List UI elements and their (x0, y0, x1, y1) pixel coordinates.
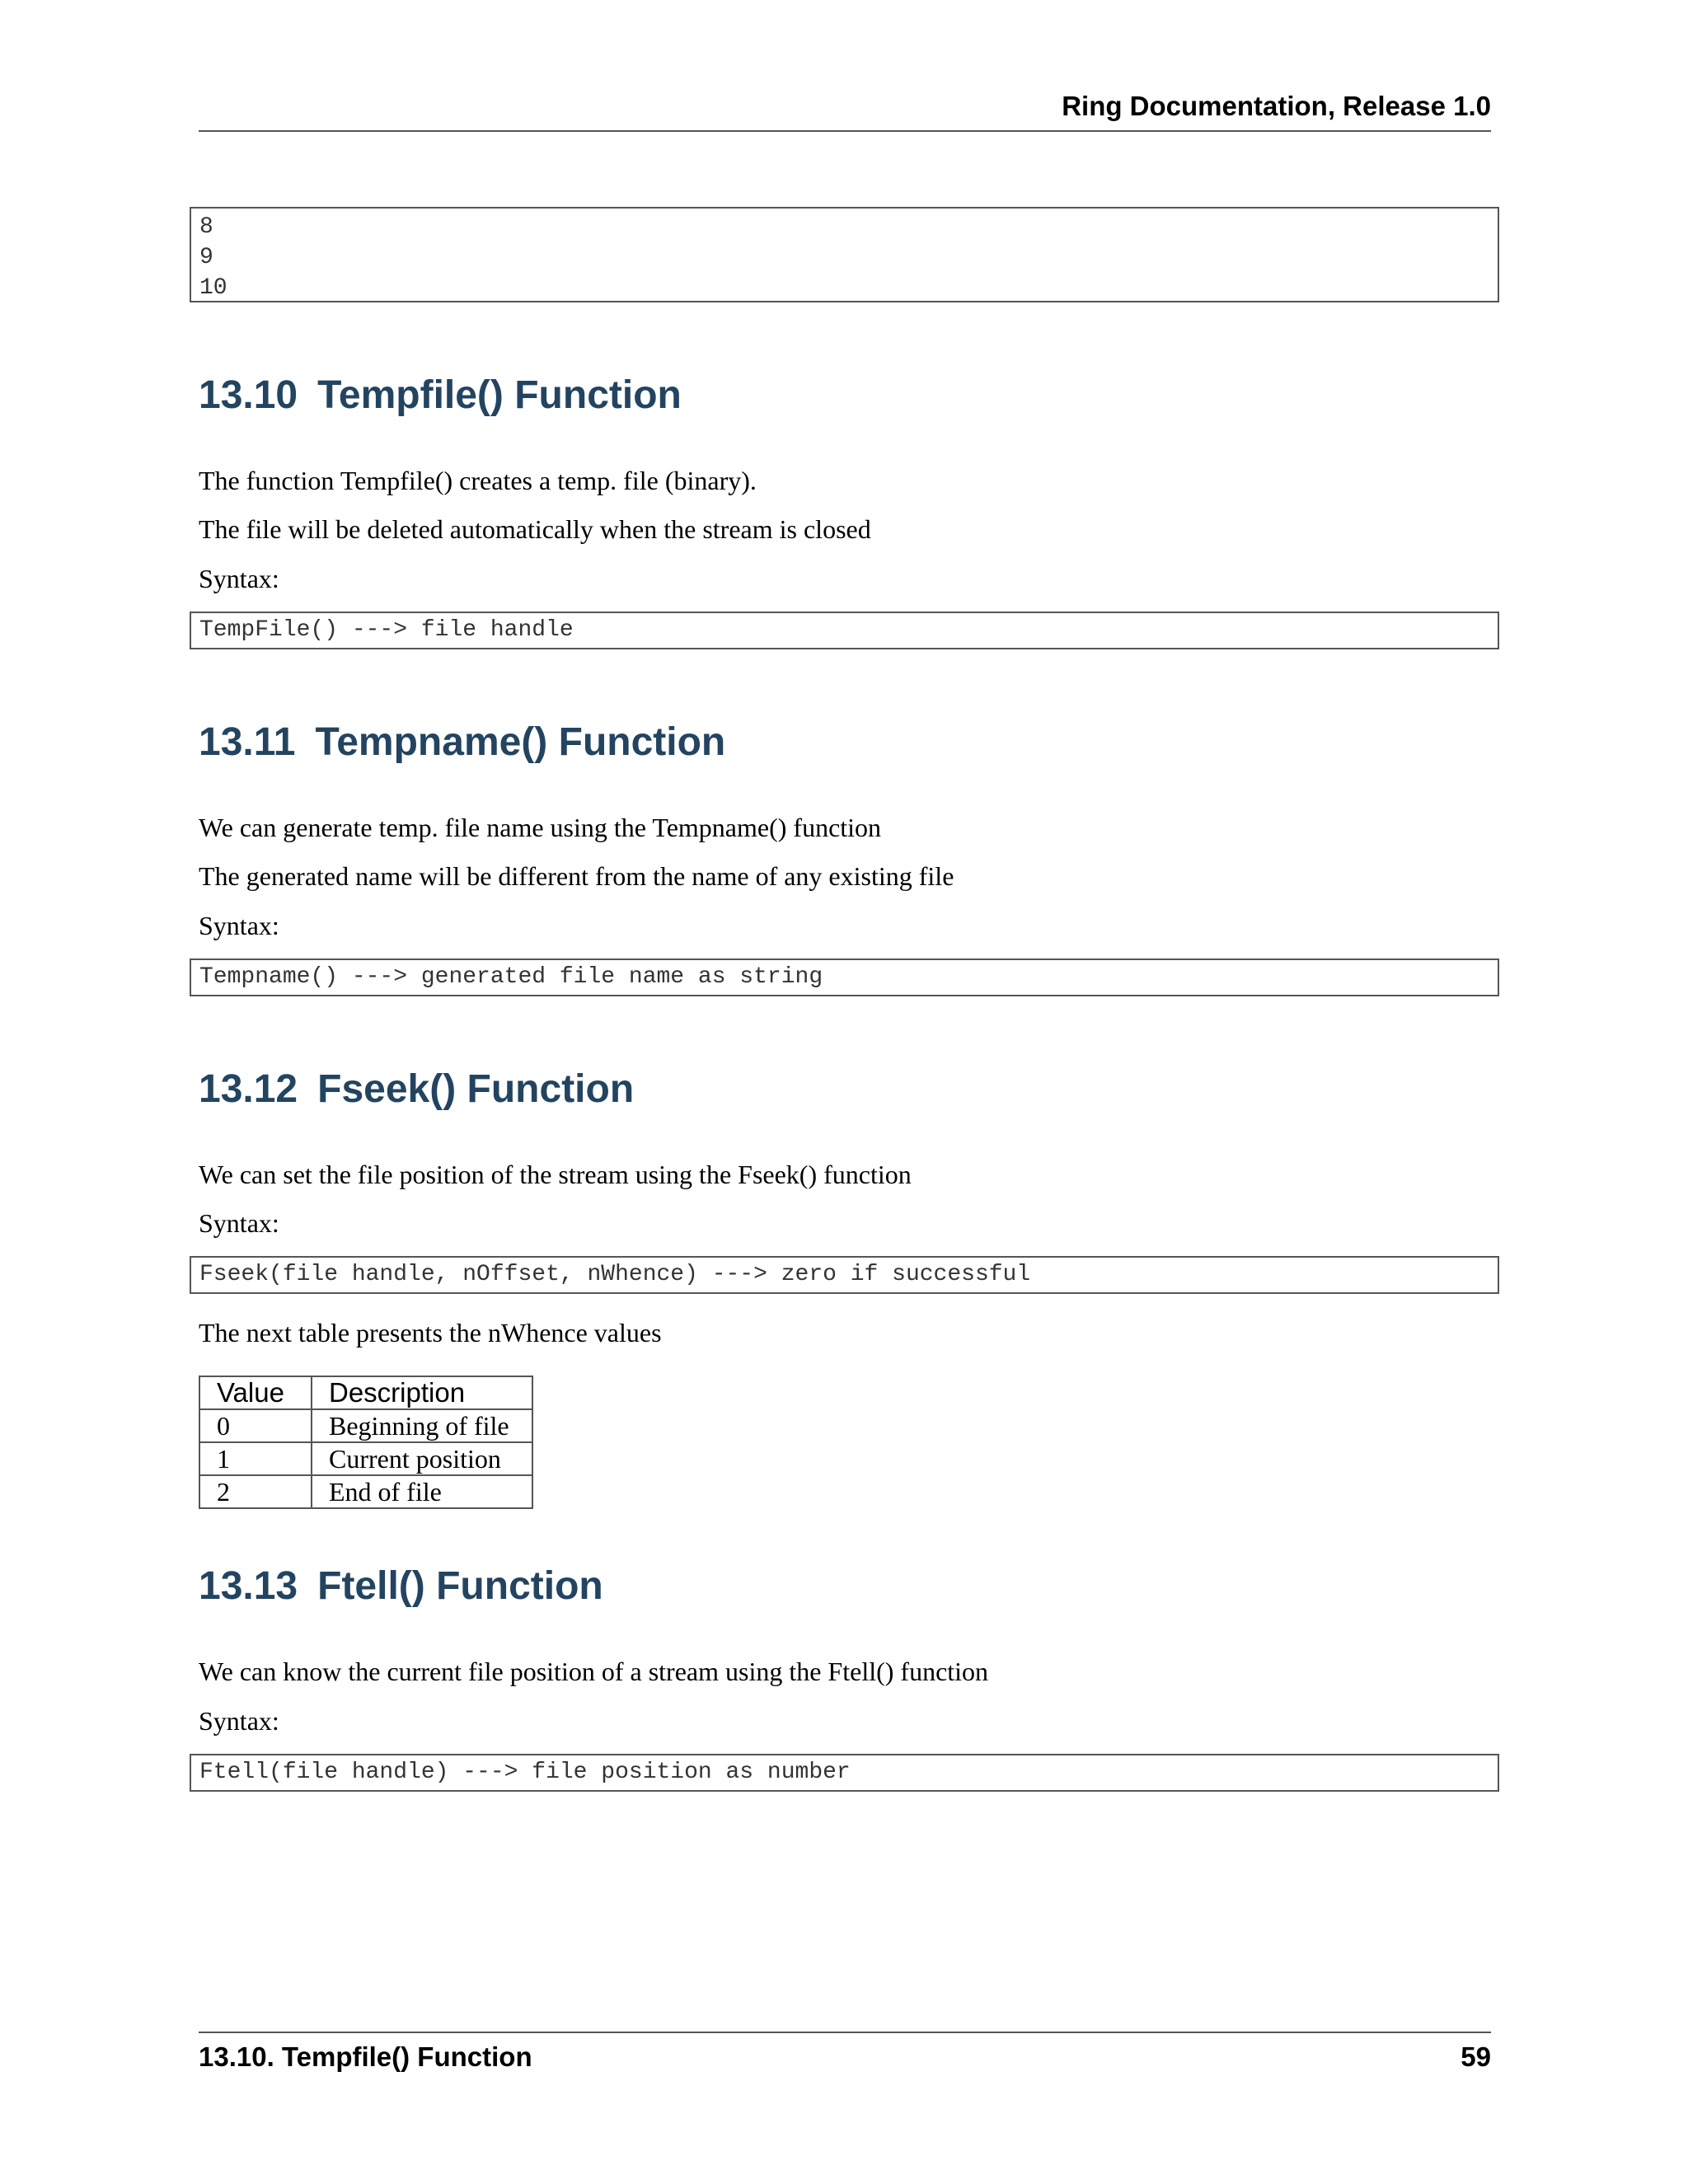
table-cell: Current position (312, 1442, 532, 1475)
section-title: Ftell() Function (317, 1564, 603, 1608)
section-heading-fseek (199, 1065, 634, 1114)
page-footer (199, 2032, 1491, 2081)
code-line: 10 (199, 275, 227, 301)
nwhence-table (199, 1376, 533, 1509)
code-line: TempFile() ---> file handle (199, 617, 574, 643)
table-header-cell: Value (199, 1376, 312, 1409)
table-row (199, 1409, 532, 1442)
table-row (199, 1475, 532, 1508)
code-line: Fseek(file handle, nOffset, nWhence) ---> zero if successful (199, 1262, 1031, 1287)
table-cell: End of file (312, 1475, 532, 1508)
paragraph: The file will be deleted automatically when the stream is closed (199, 514, 871, 544)
section-heading-ftell (199, 1562, 603, 1611)
page-number: 59 (1461, 2041, 1491, 2072)
page-header (199, 92, 1491, 132)
section-heading-tempname (199, 718, 725, 767)
code-block-continued (190, 207, 1499, 302)
code-line: 8 (199, 214, 213, 240)
paragraph: We can set the file position of the stream using the Fseek() function (199, 1160, 912, 1189)
section-number: 13.12 (199, 1067, 298, 1111)
section-number: 13.10 (199, 373, 298, 417)
code-line: 9 (199, 245, 213, 270)
table-cell: 1 (199, 1442, 312, 1475)
code-line: Ftell(file handle) ---> file position as number (199, 1760, 851, 1785)
syntax-label: Syntax: (199, 1208, 279, 1238)
paragraph: The function Tempfile() creates a temp. file (binary). (199, 466, 757, 495)
section-title: Tempname() Function (315, 720, 726, 764)
code-block-tempfile (190, 612, 1499, 649)
table-row (199, 1442, 532, 1475)
paragraph: We can know the current file position of a stream using the Ftell() function (199, 1657, 989, 1686)
section-title: Fseek() Function (317, 1067, 635, 1111)
table-header-cell: Description (312, 1376, 532, 1409)
section-title: Tempfile() Function (317, 373, 682, 417)
section-number: 13.11 (199, 720, 296, 764)
code-block-tempname (190, 958, 1499, 996)
table-cell: Beginning of file (312, 1409, 532, 1442)
syntax-label: Syntax: (199, 564, 279, 593)
paragraph: The generated name will be different from the name of any existing file (199, 861, 954, 891)
syntax-label: Syntax: (199, 911, 279, 940)
syntax-label: Syntax: (199, 1706, 279, 1736)
section-number: 13.13 (199, 1564, 298, 1608)
code-block-ftell (190, 1754, 1499, 1792)
table-cell: 0 (199, 1409, 312, 1442)
paragraph: We can generate temp. file name using the Tempname() function (199, 813, 882, 842)
code-line: Tempname() ---> generated file name as string (199, 964, 823, 990)
document-title: Ring Documentation, Release 1.0 (1062, 91, 1491, 121)
table-cell: 2 (199, 1475, 312, 1508)
code-block-fseek (190, 1256, 1499, 1294)
section-heading-tempfile (199, 371, 682, 420)
footer-section-title: 13.10. Tempfile() Function (199, 2041, 532, 2072)
table-header-row (199, 1376, 532, 1409)
paragraph: The next table presents the nWhence values (199, 1318, 662, 1347)
